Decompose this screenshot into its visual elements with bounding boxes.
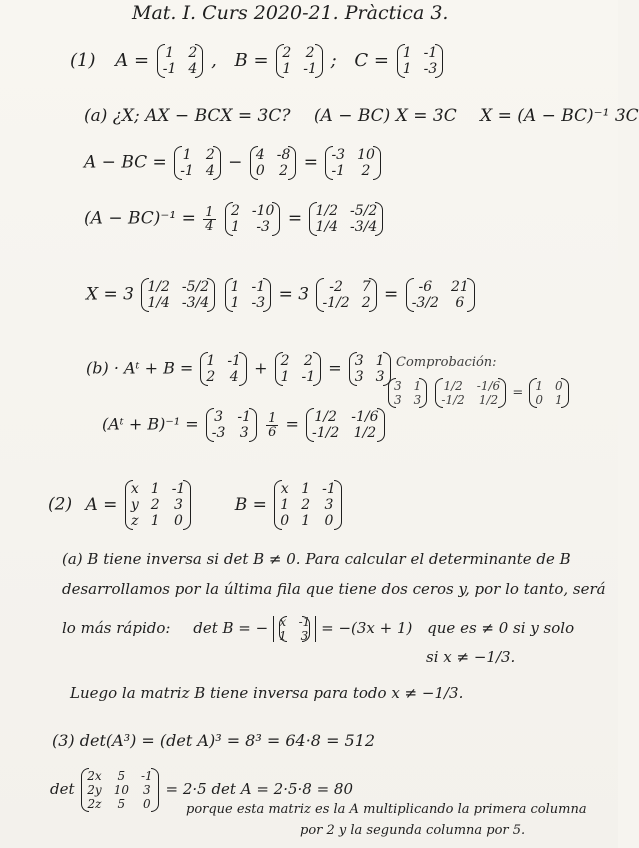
matrix-cell: 4 — [255, 147, 265, 163]
part-a-x-line — [86, 278, 477, 312]
abc-matrix-3 — [325, 146, 380, 180]
matrix-cell: 1 — [150, 513, 160, 529]
matrix-cell: -1 — [322, 481, 336, 497]
matrix-cell: 1 — [165, 45, 175, 61]
matrix-cell: -5/2 — [181, 279, 210, 295]
inv-eq: = — [287, 208, 303, 229]
matrix-cell: -1 — [298, 615, 311, 629]
matrix-cell: 6 — [455, 295, 465, 311]
part-b-inv-lhs: (Aᵗ + B)⁻¹ = — [102, 414, 199, 434]
part-b-eq: = — [328, 358, 342, 378]
matrix-cell: 2y — [87, 783, 102, 797]
abc-matrix-1 — [174, 146, 221, 180]
part-3-matrix — [81, 768, 158, 812]
matrix-cell: -1/2 — [312, 425, 340, 441]
part-b-line — [86, 352, 393, 386]
matrix-cell: 2 — [282, 45, 292, 61]
matrix-cell: 2 — [206, 369, 216, 385]
matrix-cell: 1/2 — [314, 409, 337, 425]
matrix-B — [276, 44, 323, 78]
part-2a-determinant-matrix — [279, 616, 310, 642]
matrix-cell: 0 — [280, 513, 290, 529]
matrix-cell: 5 — [117, 797, 126, 811]
ex2-line — [48, 480, 344, 530]
check-eq: = — [512, 385, 524, 401]
part-b-inv-matrix-2 — [306, 408, 385, 442]
page-title: Mat. I. Curs 2020-21. Pràctica 3. — [132, 2, 449, 24]
matrix-cell: 1 — [150, 481, 160, 497]
matrix-cell: 3 — [239, 425, 249, 441]
abc-lhs: A − BC = — [84, 152, 167, 173]
matrix-cell: 0 — [555, 379, 563, 393]
part-b-inv-fraction — [266, 412, 278, 439]
matrix-cell: -2 — [329, 279, 343, 295]
matrix-cell: 1/2 — [353, 425, 377, 441]
inv-fraction-top: 1 — [205, 204, 214, 220]
part-2a-determinant — [273, 616, 316, 642]
sep-2: ; — [330, 50, 337, 71]
matrix-cell: x — [280, 481, 289, 497]
ex2-matrix-A — [125, 480, 191, 530]
matrix-cell: 2z — [87, 797, 102, 811]
part-b-matrix-1 — [200, 352, 247, 386]
x-matrix-4 — [406, 278, 475, 312]
sep-1: , — [211, 50, 217, 71]
matrix-cell: -1 — [227, 353, 241, 369]
ex2-label: (2) — [48, 494, 73, 515]
abc-minus: − — [228, 152, 243, 173]
matrix-cell: 1 — [535, 379, 543, 393]
check-line — [386, 378, 571, 408]
matrix-A — [157, 44, 204, 78]
part-3-line-3: por 2 y la segunda columna por 5. — [300, 823, 526, 838]
inv-fraction-bottom: 4 — [205, 218, 214, 234]
x-lhs: X = 3 — [86, 284, 134, 305]
part-2a-line-3 — [62, 616, 574, 642]
matrix-cell: 1 — [375, 353, 385, 369]
check-matrix-1 — [388, 378, 427, 408]
matrix-cell: -1 — [171, 481, 186, 497]
matrix-cell: 2 — [361, 295, 371, 311]
matrix-cell: 3 — [354, 353, 364, 369]
matrix-cell: 3 — [375, 369, 385, 385]
matrix-cell: -3 — [211, 425, 226, 441]
matrix-cell: -3 — [331, 147, 346, 163]
matrix-cell: 7 — [361, 279, 371, 295]
matrix-cell: -1 — [180, 163, 194, 179]
matrix-cell: -8 — [276, 147, 291, 163]
matrix-cell: 1 — [555, 393, 563, 407]
part-2a-line-1: (a) B tiene inversa si det B ≠ 0. Para calcular el determinante de B — [62, 550, 571, 568]
matrix-cell: -3 — [251, 295, 266, 311]
matrix-cell: 3 — [324, 497, 334, 513]
part-a-question-line — [84, 108, 639, 125]
ex2-B-name: B = — [234, 494, 267, 515]
matrix-cell: z — [131, 513, 139, 529]
part-a-step2: X = (A − BC)⁻¹ 3C — [480, 106, 639, 126]
matrix-cell: 1 — [280, 497, 290, 513]
matrix-cell: 1 — [413, 379, 422, 393]
matrix-cell: 4 — [229, 369, 239, 385]
matrix-cell: 21 — [450, 279, 469, 295]
inv-matrix-2 — [309, 202, 383, 236]
part-2a-line-4: si x ≠ −1/3. — [426, 648, 516, 666]
matrix-cell: 3 — [354, 369, 364, 385]
matrix-cell: 1/4 — [147, 295, 170, 311]
part-b-inverse-line — [102, 408, 387, 442]
matrix-cell: -3/4 — [350, 219, 378, 235]
check-matrix-2 — [435, 378, 506, 408]
part-b-plus: + — [254, 358, 268, 378]
x-eq-2: = — [384, 284, 399, 305]
part-a-abc-line — [84, 146, 383, 180]
matrix-cell: 3 — [214, 409, 224, 425]
part-2a-l3b: det B = − — [193, 619, 269, 637]
part-3-line-1: (3) det(A³) = (det A)³ = 8³ = 64·8 = 512 — [52, 731, 376, 750]
ex2-A-name: A = — [85, 494, 118, 515]
matrix-cell: 4 — [205, 163, 215, 179]
matrix-cell: 1 — [206, 353, 216, 369]
matrix-cell: 2 — [188, 45, 198, 61]
matrix-cell: 1 — [230, 219, 240, 235]
part-b-inv-fraction-top: 1 — [268, 410, 277, 426]
matrix-cell: 0 — [255, 163, 265, 179]
matrix-cell: 0 — [324, 513, 334, 529]
part-2a-l3a: lo más rápido: — [62, 619, 171, 637]
part-b-inv-fraction-bottom: 6 — [268, 424, 277, 440]
part-b-matrix-2 — [275, 352, 322, 386]
matrix-cell: -1 — [141, 769, 153, 783]
matrix-cell: 1/4 — [315, 219, 339, 235]
matrix-cell: -5/2 — [350, 203, 378, 219]
B-name: B = — [234, 50, 269, 71]
matrix-cell: -1/6 — [476, 379, 501, 393]
matrix-cell: -3 — [423, 61, 438, 77]
matrix-cell: 10 — [113, 783, 129, 797]
matrix-cell: 2 — [230, 203, 240, 219]
part-a-step1: (A − BC) X = 3C — [313, 106, 457, 126]
matrix-cell: -1 — [162, 61, 177, 77]
part-2a-line-5: Luego la matriz B tiene inversa para todo x ≠ −1/3. — [70, 684, 464, 702]
abc-matrix-2 — [250, 146, 297, 180]
matrix-cell: 1 — [301, 513, 311, 529]
matrix-cell: 5 — [117, 769, 126, 783]
matrix-cell: 2 — [279, 163, 289, 179]
A-name: A = — [115, 50, 150, 71]
matrix-cell: 1 — [402, 61, 412, 77]
part-3-l2b: = 2·5 det A = 2·5·8 = 80 — [165, 780, 354, 798]
matrix-cell: 2x — [87, 769, 102, 783]
C-name: C = — [354, 50, 389, 71]
matrix-C — [397, 44, 444, 78]
matrix-cell: 1 — [182, 147, 192, 163]
matrix-cell: 1 — [402, 45, 412, 61]
matrix-cell: 3 — [413, 393, 422, 407]
part-2a-line-2: desarrollamos por la última fila que tiene dos ceros y, por lo tanto, será — [62, 580, 606, 598]
x-matrix-2 — [225, 278, 272, 312]
matrix-cell: 2 — [301, 497, 311, 513]
matrix-cell: -3 — [256, 219, 270, 235]
matrix-cell: y — [130, 497, 139, 513]
part-3-det-word: det — [50, 780, 75, 798]
matrix-cell: 1 — [230, 279, 240, 295]
matrix-cell: 1 — [278, 629, 287, 643]
matrix-cell: -1/6 — [351, 409, 379, 425]
matrix-cell: -1 — [301, 369, 316, 385]
x-matrix-1 — [141, 278, 215, 312]
matrix-cell: 3 — [394, 379, 402, 393]
part-a-inverse-line — [84, 202, 385, 236]
part-a-question: (a) ¿X; AX − BCX = 3C? — [84, 106, 291, 126]
x-matrix-3 — [316, 278, 376, 312]
matrix-cell: x — [279, 615, 287, 629]
matrix-cell: -1/2 — [441, 393, 465, 407]
part-3-line-2c: porque esta matriz es la A multiplicando la primera columna — [186, 802, 587, 817]
matrix-cell: -10 — [251, 203, 275, 219]
ex1-definitions — [70, 44, 445, 78]
matrix-cell: 2 — [361, 163, 371, 179]
matrix-cell: 1/2 — [147, 279, 170, 295]
matrix-cell: 4 — [188, 61, 198, 77]
matrix-cell: 3 — [174, 497, 183, 513]
inv-matrix-1 — [225, 202, 280, 236]
matrix-cell: 2 — [303, 353, 313, 369]
matrix-cell: 2 — [150, 497, 160, 513]
part-b-label: (b) · Aᵗ + B = — [86, 358, 194, 378]
matrix-cell: 1/2 — [443, 379, 463, 393]
matrix-cell: 1 — [282, 61, 292, 77]
matrix-cell: -1/2 — [322, 295, 350, 311]
matrix-cell: 1/2 — [478, 393, 499, 407]
matrix-cell: -3/4 — [181, 295, 210, 311]
x-eq-1: = 3 — [278, 284, 310, 305]
matrix-cell: 0 — [143, 797, 151, 811]
inv-lhs: (A − BC)⁻¹ = — [84, 208, 196, 229]
matrix-cell: 2 — [205, 147, 215, 163]
matrix-cell: -1 — [423, 45, 438, 61]
abc-eq: = — [303, 152, 319, 173]
ex2-matrix-B — [274, 480, 341, 530]
part-b-matrix-3 — [349, 352, 391, 386]
matrix-cell: -3/2 — [411, 295, 439, 311]
part-b-inv-eq: = — [285, 414, 299, 434]
check-label: Comprobación: — [396, 355, 497, 370]
matrix-cell: 3 — [394, 393, 402, 407]
matrix-cell: -1 — [303, 61, 317, 77]
matrix-cell: 1/2 — [315, 203, 339, 219]
matrix-cell: 3 — [143, 783, 151, 797]
matrix-cell: -1 — [251, 279, 266, 295]
matrix-cell: 1 — [280, 369, 290, 385]
inv-fraction — [203, 206, 215, 233]
matrix-cell: 1 — [230, 295, 240, 311]
matrix-cell: 2 — [280, 353, 290, 369]
matrix-cell: -6 — [418, 279, 433, 295]
matrix-cell: 2 — [305, 45, 315, 61]
matrix-cell: x — [130, 481, 139, 497]
check-matrix-3 — [529, 378, 568, 408]
matrix-cell: 1 — [301, 481, 311, 497]
ex1-label: (1) — [70, 50, 96, 71]
part-2a-l3d: que es ≠ 0 si y solo — [427, 619, 575, 637]
matrix-cell: 0 — [174, 513, 183, 529]
part-b-inv-matrix-1 — [206, 408, 257, 442]
matrix-cell: 10 — [357, 147, 375, 163]
matrix-cell: 3 — [300, 629, 309, 643]
part-2a-l3c: = −(3x + 1) — [321, 619, 413, 637]
matrix-cell: -1 — [237, 409, 252, 425]
matrix-cell: -1 — [331, 163, 346, 179]
matrix-cell: 0 — [535, 393, 543, 407]
